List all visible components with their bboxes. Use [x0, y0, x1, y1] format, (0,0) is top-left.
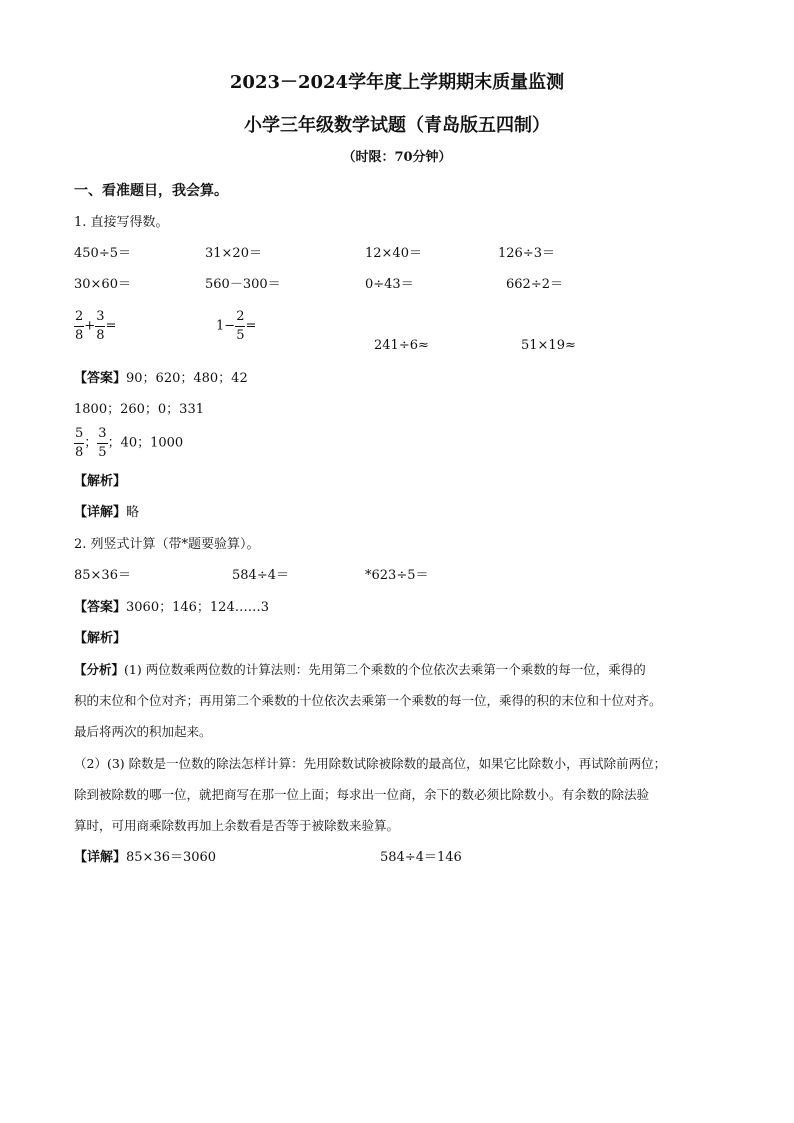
q1-item: 51×19≈	[521, 338, 576, 353]
q2-fenxi-line3: 最后将两次的积加起来。	[74, 724, 212, 739]
q1-answer	[74, 372, 248, 385]
q1-answer-line3	[74, 427, 183, 459]
answer-tag: 【答案】	[74, 600, 127, 615]
q1-item: 31×20＝	[205, 246, 262, 261]
fraction	[74, 310, 84, 342]
denominator: 8	[96, 327, 105, 343]
operator: +	[84, 318, 96, 334]
equals-sign: =	[245, 318, 257, 334]
detail-tag: 【详解】	[74, 850, 127, 865]
answer-text: 3060；146；124……3	[126, 600, 269, 615]
q2-fenxi-line2: 积的末位和个位对齐；再用第二个乘数的十位依次去乘第一个乘数的每一位，乘得的积的末位和十位对齐。	[74, 693, 662, 708]
numerator: 5	[74, 427, 84, 444]
denominator: 5	[236, 327, 245, 343]
q2-item: 584÷4＝	[232, 568, 289, 583]
q2-prompt: 2. 列竖式计算（带*题要验算）。	[74, 537, 260, 552]
numerator: 3	[97, 427, 107, 444]
q2-item: 85×36＝	[74, 568, 131, 583]
q1-prompt: 1. 直接写得数。	[74, 215, 169, 230]
q1-fraction-diff	[216, 310, 256, 342]
separator: ；	[84, 435, 98, 451]
answer-tag: 【答案】	[74, 371, 127, 386]
q2-answer	[74, 601, 269, 614]
operator: −	[224, 318, 236, 334]
fenxi-text: (1) 两位数乘两位数的计算法则：先用第二个乘数的个位依次去乘第一个乘数的每一位，乘得的	[124, 662, 646, 677]
answer-text: 90；620；480；42	[126, 371, 248, 386]
q2-detail2: 584÷4＝146	[380, 850, 462, 865]
q2-para2-line3: 算时，可用商乘除数再加上余数看是否等于被除数来验算。	[74, 818, 400, 833]
fraction	[235, 310, 245, 342]
q1-fraction-sum	[74, 310, 116, 342]
section-heading: 一、看准题目，我会算。	[74, 183, 228, 199]
q1-item: 450÷5＝	[74, 246, 131, 261]
q1-item: 12×40＝	[365, 246, 422, 261]
q1-item: 662÷2＝	[506, 277, 563, 292]
q2-detail	[74, 851, 216, 864]
q1-item: 30×60＝	[74, 277, 131, 292]
page-title-line1: 2023－2024学年度上学期期末质量监测	[229, 72, 565, 93]
numerator: 2	[74, 310, 84, 327]
detail-tag: 【详解】	[74, 505, 127, 520]
fraction	[95, 310, 105, 342]
numerator: 2	[235, 310, 245, 327]
q2-para2-line1: （2）(3) 除数是一位数的除法怎样计算：先用除数试除被除数的最高位，如果它比除数小，再试除前两位；	[74, 756, 667, 771]
fraction	[74, 427, 84, 459]
detail-text: 85×36＝3060	[126, 850, 217, 865]
q2-item: *623÷5＝	[365, 568, 429, 583]
fraction	[97, 427, 107, 459]
answer-text: ；40；1000	[107, 435, 184, 451]
q1-analysis-tag: 【解析】	[74, 474, 127, 489]
denominator: 8	[75, 327, 84, 343]
denominator: 8	[75, 444, 84, 460]
q2-fenxi-line1	[74, 664, 646, 677]
q1-item: 560－300＝	[205, 277, 281, 292]
detail-text: 略	[126, 505, 140, 520]
numerator: 3	[95, 310, 105, 327]
q2-para2-line2: 除到被除数的哪一位，就把商写在那一位上面；每求出一位商，余下的数必须比除数小。有余数的除法验	[74, 787, 650, 802]
whole-number: 1	[216, 318, 225, 334]
denominator: 5	[98, 444, 107, 460]
q1-item: 0÷43＝	[365, 277, 414, 292]
q1-answer-line2: 1800；260；0；331	[74, 402, 204, 417]
q1-detail	[74, 506, 139, 519]
q2-analysis-tag: 【解析】	[74, 631, 127, 646]
time-limit: （时限：70分钟）	[342, 150, 452, 165]
q1-item: 126÷3＝	[498, 246, 555, 261]
q1-item: 241÷6≈	[374, 338, 429, 353]
fenxi-tag: 【分析】	[74, 662, 125, 677]
page-title-line2: 小学三年级数学试题（青岛版五四制）	[244, 115, 550, 136]
equals-sign: =	[105, 318, 117, 334]
